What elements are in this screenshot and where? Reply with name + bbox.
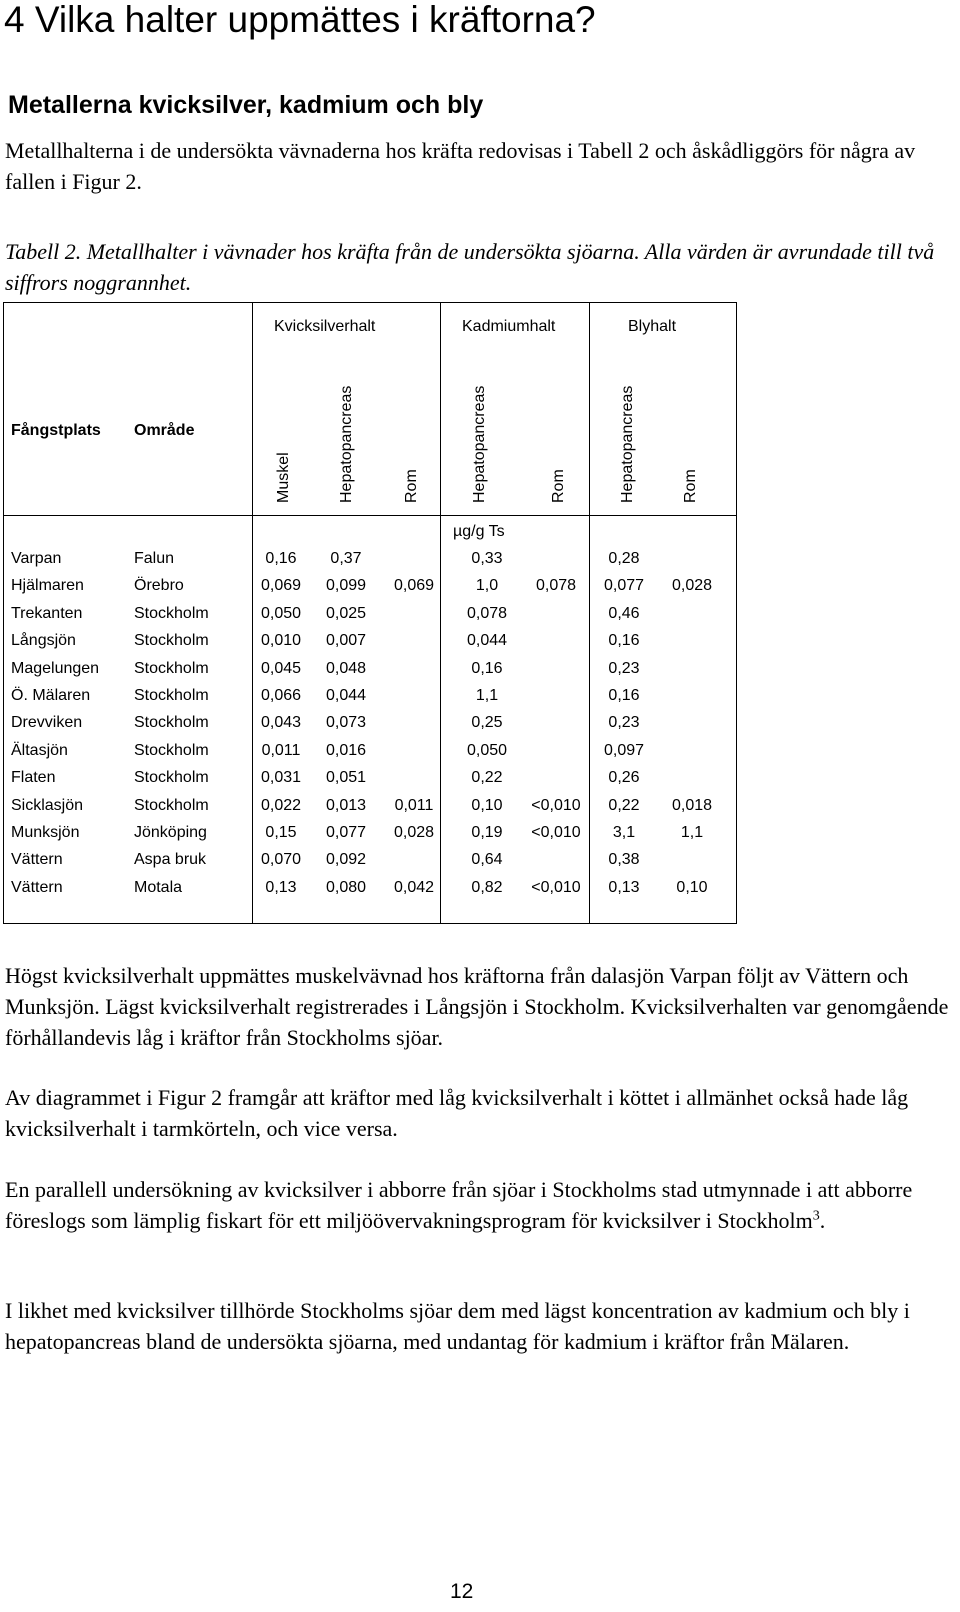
header-kvicksilverhalt: Kvicksilverhalt: [274, 318, 376, 335]
cell-value: 0,044: [325, 687, 367, 704]
cell-fangstplats: Varpan: [11, 550, 62, 567]
cell-value: 0,16: [608, 687, 640, 704]
cell-omrade: Stockholm: [134, 687, 209, 704]
cell-value: 0,16: [265, 550, 297, 567]
cell-value: 0,044: [466, 632, 508, 650]
cell-value: 0,077: [603, 577, 645, 595]
cell-fangstplats: Vättern: [11, 878, 63, 896]
header-hg-hepatopancreas: Hepatopancreas: [338, 385, 355, 503]
cell-value: <0,010: [531, 878, 581, 896]
paragraph-3: En parallell undersökning av kvicksilver i abborre från sjöar i Stockholms stad utmynnade i att abborre föreslogs som lämplig fiskart för ett miljöövervakningsprogram för kvicksilver i Stockholm$^3$.: [5, 1177, 913, 1233]
cell-value: 0,16: [608, 632, 640, 650]
cell-fangstplats: Ö. Mälaren: [11, 687, 91, 704]
cell-value: 0,23: [608, 659, 640, 677]
cell-fangstplats: Vättern: [11, 851, 63, 869]
cell-fangstplats: Drevviken: [11, 714, 83, 732]
cell-value: 0,25: [471, 714, 503, 732]
cell-value: 0,048: [325, 659, 367, 677]
cell-fangstplats: Magelungen: [11, 659, 100, 677]
paragraph-4: I likhet med kvicksilver tillhörde Stockholms sjöar dem med lägst koncentration av kadmium och bly i hepatopancreas bland de undersökta sjöarna, med undantag för kadmium i kräftor från Mälaren.: [5, 1298, 910, 1354]
metal-table: [3, 302, 737, 924]
chapter-heading: 4 Vilka halter uppmättes i kräftorna?: [4, 0, 596, 40]
cell-value: 0,092: [325, 851, 367, 869]
cell-value: 0,045: [260, 659, 302, 677]
cell-omrade: Stockholm: [134, 659, 209, 677]
header-blyhalt: Blyhalt: [628, 318, 677, 335]
cell-omrade: Örebro: [134, 577, 184, 595]
header-cd-rom: Rom: [550, 469, 567, 503]
cell-value: 0,042: [393, 878, 435, 896]
cell-value: 0,46: [608, 604, 640, 622]
paragraph-3-text: En parallell undersökning av kvicksilver i abborre från sjöar i Stockholms stad utmynnade i att abborre föreslogs som lämplig fiskart för ett miljöövervakningsprogram för kvicksilver i Stockholm: [5, 1177, 913, 1233]
cell-value: 0,073: [325, 714, 367, 732]
cell-value: 1,0: [475, 577, 499, 595]
cell-value: 0,066: [260, 687, 302, 704]
cell-value: 0,028: [393, 824, 435, 841]
cell-value: 0,069: [260, 577, 302, 595]
cell-value: 1,1: [475, 687, 499, 704]
cell-value: 0,078: [535, 577, 577, 595]
cell-value: 1,1: [680, 824, 704, 841]
cell-value: 0,26: [608, 769, 640, 787]
cell-value: 0,13: [608, 878, 640, 896]
header-omrade: Område: [134, 422, 195, 439]
cell-value: 0,10: [676, 878, 708, 896]
paragraph-1: Högst kvicksilverhalt uppmättes muskelvävnad hos kräftorna från dalasjön Varpan följt av Vättern och Munksjön. Lägst kvicksilverhalt registrerades i Långsjön i Stockholm. Kvicksilverhalten var genomgående förhållandevis låg i kräftor från Stockholms sjöar.: [5, 963, 949, 1050]
cell-value: 0,025: [325, 604, 367, 622]
intro-paragraph: Metallhalterna i de undersökta vävnaderna hos kräfta redovisas i Tabell 2 och åskådliggörs för några av fallen i Figur 2.: [5, 138, 916, 194]
cell-value: 0,10: [471, 796, 503, 814]
cell-omrade: Stockholm: [134, 714, 209, 732]
cell-value: 0,077: [325, 824, 367, 841]
cell-fangstplats: Hjälmaren: [11, 577, 84, 595]
cell-value: 0,19: [471, 824, 503, 841]
cell-value: 0,011: [261, 741, 301, 759]
cell-value: 0,031: [260, 769, 302, 787]
cell-omrade: Motala: [134, 878, 183, 896]
cell-omrade: Stockholm: [134, 604, 209, 622]
cell-value: 0,080: [325, 878, 367, 896]
cell-omrade: Stockholm: [134, 796, 209, 814]
cell-omrade: Stockholm: [134, 632, 209, 650]
cell-value: 0,22: [471, 769, 503, 787]
cell-value: 0,050: [260, 604, 302, 622]
cell-value: 0,097: [603, 741, 645, 759]
paragraph-2: Av diagrammet i Figur 2 framgår att kräftor med låg kvicksilverhalt i köttet i allmänhet också hade låg kvicksilverhalt i tarmkörteln, och vice versa.: [5, 1085, 909, 1141]
cell-value: 0,82: [471, 878, 503, 896]
cell-value: 0,018: [671, 796, 713, 814]
cell-value: 3,1: [612, 824, 636, 841]
cell-value: 0,38: [608, 851, 640, 869]
cell-value: 0,078: [466, 604, 508, 622]
cell-value: <0,010: [531, 796, 581, 814]
cell-value: 0,043: [260, 714, 302, 732]
cell-value: 0,069: [393, 577, 435, 595]
cell-value: 0,37: [330, 550, 362, 567]
cell-fangstplats: Sicklasjön: [11, 796, 84, 814]
header-fangstplats: Fångstplats: [11, 422, 101, 439]
cell-value: 0,64: [471, 851, 503, 869]
unit-label: µg/g Ts: [453, 523, 505, 540]
cell-value: 0,016: [325, 741, 367, 759]
cell-value: <0,010: [531, 824, 581, 841]
cell-fangstplats: Flaten: [11, 769, 56, 787]
cell-value: 0,028: [671, 577, 713, 595]
cell-value: 0,013: [325, 796, 367, 814]
cell-value: 0,28: [608, 550, 640, 567]
footnote-ref: 3: [812, 1208, 820, 1224]
cell-value: 0,050: [466, 741, 508, 759]
cell-fangstplats: Munksjön: [11, 824, 80, 841]
table-divider: [4, 515, 736, 516]
cell-omrade: Stockholm: [134, 769, 209, 787]
cell-value: 0,011: [394, 796, 434, 814]
header-muskel: Muskel: [275, 452, 292, 503]
header-hg-rom: Rom: [403, 469, 420, 503]
cell-fangstplats: Trekanten: [11, 604, 83, 622]
cell-value: 0,099: [325, 577, 367, 595]
header-pb-hepatopancreas: Hepatopancreas: [619, 385, 636, 503]
cell-omrade: Stockholm: [134, 741, 209, 759]
cell-value: 0,22: [608, 796, 640, 814]
header-pb-rom: Rom: [682, 469, 699, 503]
cell-value: 0,007: [325, 632, 367, 650]
section-heading: Metallerna kvicksilver, kadmium och bly: [8, 91, 484, 119]
cell-value: 0,33: [471, 550, 503, 567]
cell-omrade: Aspa bruk: [134, 851, 207, 869]
cell-value: 0,13: [265, 878, 297, 896]
header-kadmiumhalt: Kadmiumhalt: [462, 318, 556, 335]
cell-value: 0,16: [471, 659, 503, 677]
table-caption: Tabell 2. Metallhalter i vävnader hos kräfta från de undersökta sjöarna. Alla värden är avrundade till två siffrors noggrannhet.: [5, 239, 935, 295]
cell-fangstplats: Långsjön: [11, 632, 76, 650]
cell-value: 0,15: [265, 824, 297, 841]
cell-value: 0,070: [260, 851, 302, 869]
header-cd-hepatopancreas: Hepatopancreas: [471, 385, 488, 503]
cell-value: 0,051: [325, 769, 367, 787]
cell-fangstplats: Ältasjön: [11, 741, 68, 759]
cell-omrade: Jönköping: [134, 824, 207, 841]
cell-value: 0,23: [608, 714, 640, 732]
cell-omrade: Falun: [134, 550, 175, 567]
cell-value: 0,010: [260, 632, 302, 650]
page-number: 12: [450, 1580, 474, 1603]
cell-value: 0,022: [260, 796, 302, 814]
